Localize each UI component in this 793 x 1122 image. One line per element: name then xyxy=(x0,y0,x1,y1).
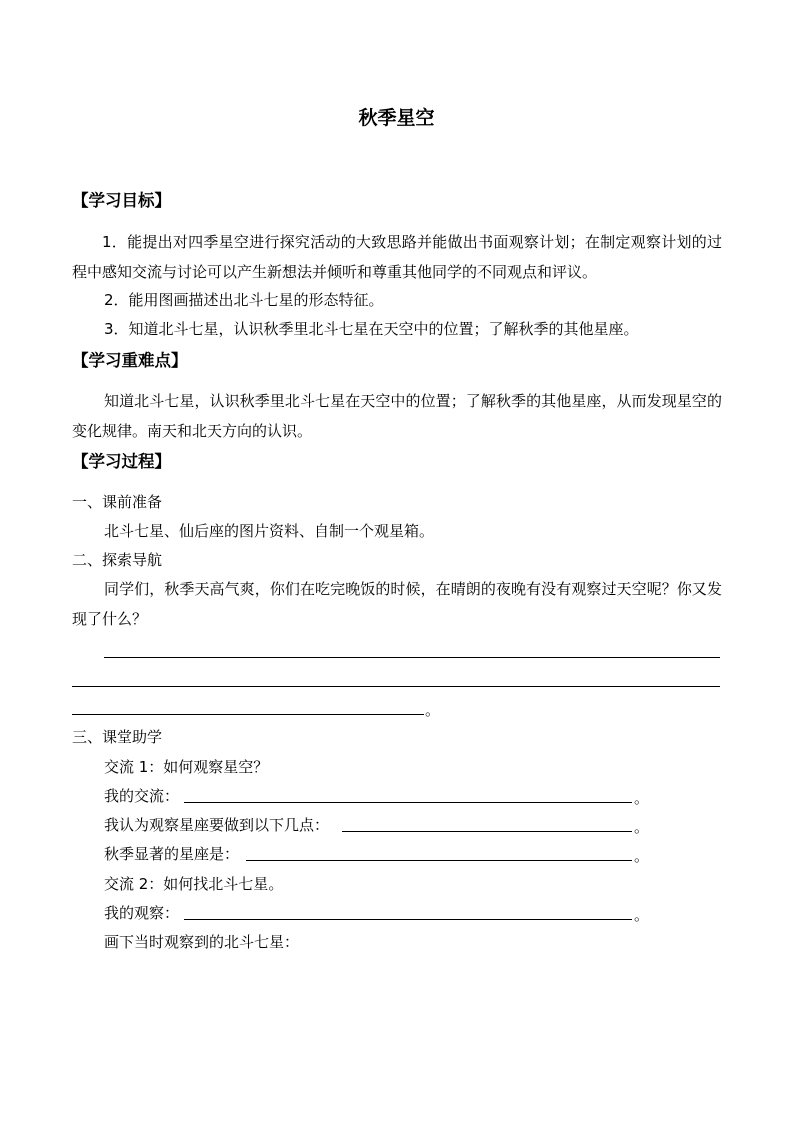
my-exchange-label: 我的交流： xyxy=(104,787,180,805)
period-mark: 。 xyxy=(634,847,650,865)
page-title: 秋季星空 xyxy=(358,107,435,129)
section-2-text: 同学们，秋季天高气爽，你们在吃完晚饭的时候，在晴朗的夜晚有没有观察过天空呢？你又发现了什么？ xyxy=(72,580,722,628)
answer-line-2[interactable] xyxy=(72,686,720,687)
period-mark: 。 xyxy=(425,701,441,719)
section-1-text: 北斗七星、仙后座的图片资料、自制一个观星箱。 xyxy=(104,522,435,540)
points-line[interactable] xyxy=(342,831,632,832)
notable-constellation-line[interactable] xyxy=(246,860,632,861)
key-points-heading: 【学习重难点】 xyxy=(72,351,188,370)
my-exchange-line[interactable] xyxy=(184,802,632,803)
objective-item-2: 2．能用图画描述出北斗七星的形态特征。 xyxy=(104,291,384,309)
section-3-title: 三、课堂助学 xyxy=(72,728,163,746)
section-1-title: 一、课前准备 xyxy=(72,493,163,511)
process-heading: 【学习过程】 xyxy=(72,452,171,471)
answer-line-3[interactable] xyxy=(72,714,424,715)
exchange-1-prompt: 交流 1：如何观察星空？ xyxy=(104,758,269,776)
answer-line-1[interactable] xyxy=(104,657,720,658)
objectives-heading: 【学习目标】 xyxy=(72,191,171,210)
exchange-2-prompt: 交流 2：如何找北斗七星。 xyxy=(104,875,284,893)
key-points-text: 知道北斗七星，认识秋季里北斗七星在天空中的位置；了解秋季的其他星座，从而发现星空的变化规律。南天和北天方向的认识。 xyxy=(72,392,722,440)
section-2-title: 二、探索导航 xyxy=(72,551,163,569)
draw-big-dipper-label: 画下当时观察到的北斗七星： xyxy=(104,933,300,951)
period-mark: 。 xyxy=(634,906,650,924)
points-label: 我认为观察星座要做到以下几点： xyxy=(104,816,330,834)
period-mark: 。 xyxy=(634,789,650,807)
objective-item-3: 3．知道北斗七星，认识秋季里北斗七星在天空中的位置；了解秋季的其他星座。 xyxy=(104,320,639,338)
my-observation-label: 我的观察： xyxy=(104,904,180,922)
my-observation-line[interactable] xyxy=(184,919,632,920)
notable-constellation-label: 秋季显著的星座是： xyxy=(104,845,240,863)
period-mark: 。 xyxy=(634,818,650,836)
objective-item-1: 1．能提出对四季星空进行探究活动的大致思路并能做出书面观察计划；在制定观察计划的过程中感知交流与讨论可以产生新想法并倾听和尊重其他同学的不同观点和评议。 xyxy=(72,233,722,281)
